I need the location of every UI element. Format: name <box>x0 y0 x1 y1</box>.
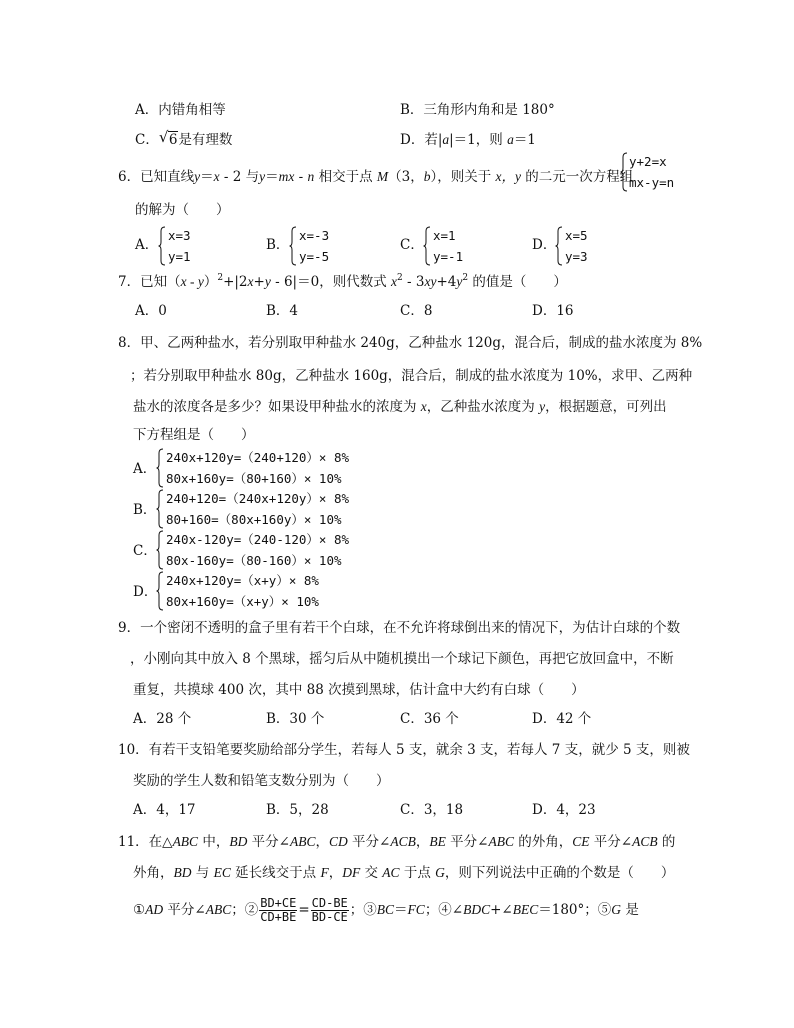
var: a <box>442 132 450 147</box>
q7-stem <box>118 273 567 291</box>
q8-option-a-row2: 80x+160y=（80+160）× 10% <box>166 471 342 486</box>
q7-option-d: D．16 <box>532 303 574 319</box>
q8-option-d-label: D． <box>133 584 158 600</box>
var: b <box>423 169 431 184</box>
t: ；④∠ <box>424 902 464 918</box>
q6-equation-system <box>620 152 690 192</box>
q8-option-d-row2: 80x+160y=（x+y）× 10% <box>166 594 319 609</box>
t: ＝1 <box>513 132 536 148</box>
t: ） <box>203 274 218 290</box>
brace-icon <box>156 571 164 611</box>
t: 11．在△ <box>118 834 173 850</box>
q10-option-c: C．3，18 <box>400 802 464 818</box>
var: AC <box>382 865 400 880</box>
t: ① <box>133 902 146 918</box>
var: x <box>420 399 427 414</box>
q6-option-d-row1: x=5 <box>565 228 588 243</box>
var: x <box>213 169 220 184</box>
q10-option-a: A．4，17 <box>133 802 196 818</box>
q5-option-c <box>135 128 233 149</box>
brace-icon <box>158 226 166 266</box>
exponent: 2 <box>462 273 469 283</box>
q8-option-b-row2: 80+160=（80x+160y）× 10% <box>166 512 342 527</box>
t: 的外角， <box>513 834 573 850</box>
q5-radicand: 6 <box>168 132 178 148</box>
denominator: CD+BE <box>260 910 297 924</box>
var: DF <box>342 865 361 880</box>
t: 的 <box>657 834 676 850</box>
q6-option-c <box>423 226 483 266</box>
q6-option-b-row1: x=-3 <box>299 228 330 243</box>
var: y <box>539 399 546 414</box>
var: BEC <box>512 902 539 917</box>
q8-option-c-row2: 80x-160y=（80-160）× 10% <box>166 553 342 568</box>
q10-stem-line2: 奖励的学生人数和铅笔支数分别为（ ） <box>133 773 390 789</box>
q8-option-b <box>156 489 396 529</box>
q8-option-a-row1: 240x+120y=（240+120）× 8% <box>166 450 350 465</box>
brace-icon <box>555 226 563 266</box>
t: ＝180°；⑤ <box>538 902 612 918</box>
t: 于点 <box>399 865 436 881</box>
t: +4 <box>436 274 457 290</box>
var: ABC <box>289 834 316 849</box>
t: （3， <box>388 169 424 185</box>
q6-system-row1: y+2=x <box>629 154 667 169</box>
numerator: BD+CE <box>260 896 297 910</box>
t: ，乙种盐水浓度为 <box>426 399 540 415</box>
var: x - y <box>180 274 204 289</box>
q6-stem-line2: 的解为（ ） <box>135 202 230 218</box>
t: ，则下列说法中正确的个数是（ ） <box>444 865 675 881</box>
equals-sign: = <box>298 902 310 918</box>
t: + <box>253 274 265 290</box>
t: - 6|＝0，则代数式 <box>270 274 391 290</box>
q9-option-d: D．42 个 <box>532 711 592 727</box>
q11-stem-line1 <box>118 833 675 851</box>
t: 中， <box>198 834 230 850</box>
q8-option-c-label: C． <box>133 543 157 559</box>
var: y <box>456 274 463 289</box>
exponent: 2 <box>217 273 224 283</box>
var: M <box>376 169 389 184</box>
q9-option-b: B．30 个 <box>266 711 325 727</box>
t: 盐水的浓度各是多少？如果设甲种盐水的浓度为 <box>133 399 421 415</box>
q6-option-b-label: B． <box>266 237 290 253</box>
brace-icon <box>423 226 431 266</box>
var: AD <box>145 902 164 917</box>
q10-stem-line1: 10．有若干支铅笔要奖励给部分学生，若每人 5 支，就余 3 支，若每人 7 支，就少 5 支，则被 <box>118 742 690 758</box>
var: BD <box>173 865 192 880</box>
t: D．若| <box>400 132 443 148</box>
t: 相交于点 <box>314 169 377 185</box>
var: y <box>264 274 271 289</box>
t: 的值是（ ） <box>468 274 567 290</box>
t: 7．已知（ <box>118 274 181 290</box>
q7-option-b: B．4 <box>266 303 299 319</box>
t: 平分∠ <box>589 834 633 850</box>
q5-option-c-label: C． <box>135 132 159 148</box>
q6-option-a-label: A． <box>135 237 159 253</box>
sqrt-symbol: √ 6 <box>158 128 178 148</box>
q11-stem-line2 <box>133 864 674 882</box>
q8-option-c <box>156 530 396 570</box>
t: ， <box>328 865 343 881</box>
t: +∠ <box>490 902 513 918</box>
t: ＝ <box>265 169 279 185</box>
q8-stem-line4: 下方程组是（ ） <box>133 427 255 443</box>
q6-option-d-row2: y=3 <box>565 249 588 264</box>
t: 延长线交于点 <box>230 865 321 881</box>
t: 6．已知直线 <box>118 169 195 185</box>
q8-option-a <box>156 448 396 488</box>
var: n <box>307 169 315 184</box>
var: xy <box>424 274 437 289</box>
var: BD <box>229 834 248 849</box>
t: 平分∠ <box>347 834 391 850</box>
var: EC <box>213 865 231 880</box>
q8-option-b-label: B． <box>133 502 157 518</box>
var: BDC <box>463 902 491 917</box>
brace-icon <box>289 226 297 266</box>
q8-option-a-label: A． <box>133 461 157 477</box>
q6-option-a-row1: x=3 <box>168 228 191 243</box>
numerator: CD-BE <box>311 896 348 910</box>
var: BE <box>429 834 446 849</box>
q9-stem-line2: ，小刚向其中放入 8 个黑球，摇匀后从中随机摸出一个球记下颜色，再把它放回盒中，不断 <box>130 651 674 667</box>
var: ABC <box>488 834 514 849</box>
var: ABC <box>205 902 232 917</box>
q5-option-c-text: 是有理数 <box>178 132 233 148</box>
q8-option-d <box>156 571 396 611</box>
var: CD <box>328 834 348 849</box>
q8-stem-line3 <box>133 398 667 416</box>
t: 交 <box>360 865 383 881</box>
var: ACB <box>632 834 658 849</box>
t: |＝1，则 <box>449 132 508 148</box>
q6-system-row2: mx-y=n <box>629 175 675 190</box>
t: 外角， <box>133 865 174 881</box>
t: ＝ <box>394 902 408 918</box>
t: 平分∠ <box>445 834 489 850</box>
t: 平分∠ <box>247 834 290 850</box>
var: x <box>247 274 254 289</box>
q9-stem-line1: 9．一个密闭不透明的盒子里有若干个白球，在不允许将球倒出来的情况下，为估计白球的个数 <box>118 620 681 636</box>
q6-option-b-row2: y=-5 <box>299 249 330 264</box>
var: G <box>611 902 622 917</box>
var: y <box>259 169 266 184</box>
q9-option-a: A．28 个 <box>133 711 192 727</box>
t: 与 <box>191 865 214 881</box>
q8-option-b-row1: 240+120=（240x+120y）× 8% <box>166 491 350 506</box>
var: x，y <box>495 169 521 184</box>
q6-option-d <box>555 226 615 266</box>
var: G <box>435 865 445 880</box>
t: - 3 <box>402 274 425 290</box>
t: ，根据题意，可列出 <box>545 399 667 415</box>
t: - 2 与 <box>219 169 260 185</box>
brace-icon <box>156 489 164 529</box>
var: ABC <box>172 834 199 849</box>
t: ；② <box>231 902 259 918</box>
q8-option-d-row1: 240x+120y=（x+y）× 8% <box>166 573 319 588</box>
q6-option-c-row1: x=1 <box>433 228 456 243</box>
var: BC <box>376 902 395 917</box>
t: ；③ <box>349 902 377 918</box>
q7-option-c: C．8 <box>400 303 433 319</box>
q6-stem-line1 <box>118 168 633 186</box>
q8-stem-line1: 8．甲、乙两种盐水，若分别取甲种盐水 240g，乙种盐水 120g，混合后，制成的盐水浓度为 8% <box>118 335 703 351</box>
t: - <box>294 169 308 185</box>
q8-stem-line2: ；若分别取甲种盐水 80g，乙种盐水 160g，混合后，制成的盐水浓度为 10%，求甲、乙两种 <box>130 368 693 384</box>
var: y <box>194 169 201 184</box>
q5-option-b: B．三角形内角和是 180° <box>400 102 555 118</box>
q10-option-b: B．5，28 <box>266 802 329 818</box>
q6-option-c-label: C． <box>400 237 424 253</box>
q5-option-d <box>400 131 536 149</box>
t: ），则关于 <box>430 169 496 185</box>
t: ＝ <box>200 169 214 185</box>
fraction-right <box>311 897 349 924</box>
q9-option-c: C．36 个 <box>400 711 459 727</box>
var: a <box>507 132 514 147</box>
q10-option-d: D．4，23 <box>532 802 596 818</box>
q6-option-c-row2: y=-1 <box>433 249 464 264</box>
t: ， <box>415 834 430 850</box>
var: FC <box>407 902 425 917</box>
var: F <box>320 865 329 880</box>
q6-option-b <box>289 226 349 266</box>
q11-statements <box>133 895 639 925</box>
t: 是 <box>621 902 639 918</box>
t: 的二元一次方程组 <box>521 169 634 185</box>
brace-icon <box>156 448 164 488</box>
q8-option-c-row1: 240x-120y=（240-120）× 8% <box>166 532 350 547</box>
q6-option-a <box>158 226 218 266</box>
denominator: BD-CE <box>311 910 348 924</box>
t: 平分∠ <box>163 902 206 918</box>
brace-icon <box>620 152 628 192</box>
t: ， <box>315 834 329 850</box>
var: CE <box>572 834 590 849</box>
q9-stem-line3: 重复，共摸球 400 次，其中 88 次摸到黑球，估计盒中大约有白球（ ） <box>133 682 585 698</box>
var: mx <box>278 169 295 184</box>
brace-icon <box>156 530 164 570</box>
q7-option-a: A．0 <box>135 303 167 319</box>
var: x <box>391 274 397 289</box>
q6-option-a-row2: y=1 <box>168 249 191 264</box>
q5-option-a: A．内错角相等 <box>135 102 226 118</box>
q6-option-d-label: D． <box>532 237 557 253</box>
exponent: 2 <box>397 273 403 283</box>
t: +|2 <box>223 274 248 290</box>
fraction-left <box>259 897 297 924</box>
var: ACB <box>390 834 416 849</box>
